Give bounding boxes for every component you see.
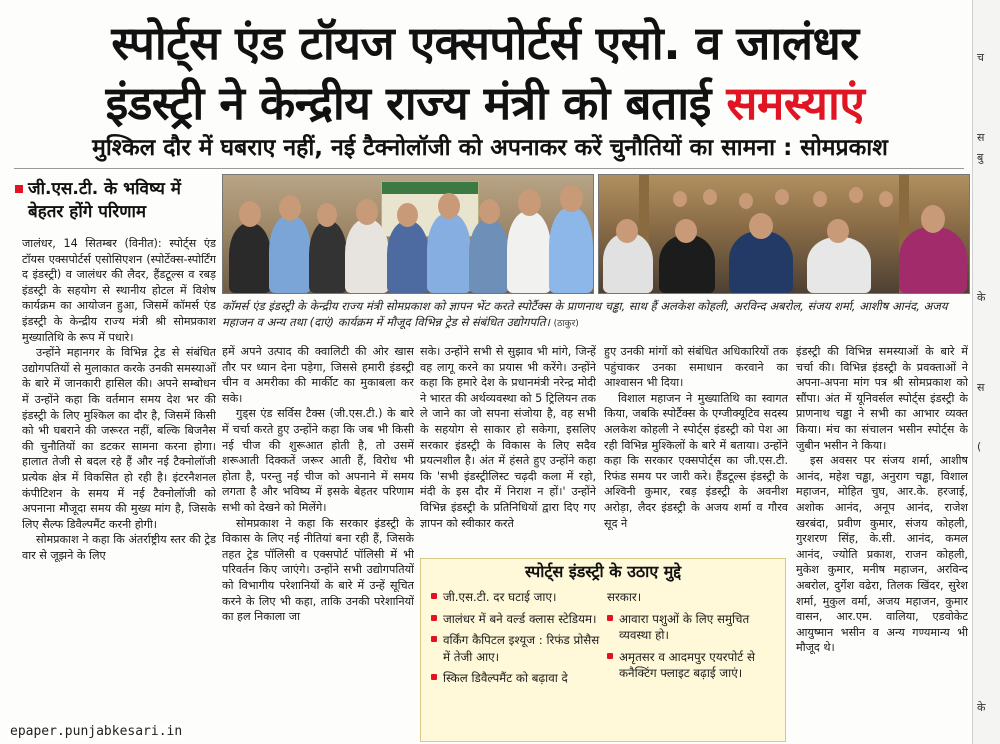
issue-item [431, 670, 603, 687]
issue-item [431, 589, 603, 606]
issues-box-column-1 [431, 589, 603, 692]
issue-item-text: अमृतसर व आदमपुर एयरपोर्ट से कनैक्टिंग फ्लाइट बढ़ाई जाएं। [619, 649, 755, 680]
issue-item [431, 632, 603, 665]
paragraph: हुए उनकी मांगों को संबंधित अधिकारियों तक पहुंचाकर उनका समाधान करवाने का आश्वासन भी दिया। [604, 345, 788, 390]
epaper-url: epaper.punjabkesari.in [10, 724, 183, 739]
paragraph: जालंधर, 14 सितम्बर (विनीत): स्पोर्ट्स एंड टॉयस एक्सपोर्टर्स एसोसिएशन (स्पोर्टेक्स-स्पोर्टिंग द इंडस्ट्री) व जालंधर की लैदर, हैंडटूल्स व रबड़ इंडस्ट्री के सहयोग से स्थानीय होटल में विशेष कार्यक्रम का आयोजन हुआ, जिसमें कॉमर्स एंड इंडस्ट्री के केन्द्रीय राज्य मंत्री श्री सोमप्रकाश मुख्यातिथि के रूप में पधारे। [22, 237, 216, 344]
photo-caption-text: कॉमर्स एंड इंडस्ट्री के केन्द्रीय राज्य मंत्री सोमप्रकाश को ज्ञापन भेंट करते स्पोर्टैक्स के प्राणनाथ चड्ढा, साथ हैं अलकेश कोहली, अरविन्द अबरोल, संजय शर्मा, आशीष आनंद, अजय महाजन व अन्य तथा (दाएं) कार्यक्रम में मौजूद विभिन्न ट्रेड से संबंधित उद्योगपति। [222, 299, 948, 329]
article-column-5 [796, 344, 968, 724]
article-column-1 [22, 236, 216, 722]
paragraph: उन्होंने महानगर के विभिन्न ट्रेड से संबंधित उद्योगपतियों से मुलाकात करके उनकी समस्याओं के बारे में जानकारी हासिल की। अपने सम्बोधन में उन्होंने कहा कि वर्तमान समय देश भर की इंडस्ट्री के लिए मुश्किल का दौर है, जिसमें किसी को भी घबराने की जरूरत नहीं, बल्कि बिजनैस की चुनौतियों का डटकर सामना करना होगा। हालात तेजी से बदल रहे हैं और नई टैक्नोलॉजी प्रत्येक क्षेत्र में विकसित हो रही है। इंटरनैशनल कंपीटिशन के समय में नई टैक्नोलॉजी को अपनाना मौजूदा समय की मुख्य मांग है, जिसके लिए सैल्फ डिवैल्पमैंट करनी होगी। [22, 346, 216, 531]
subheadline: मुश्किल दौर में घबराए नहीं, नई टैक्नोलॉजी को अपनाकर करें चुनौतियों का सामना : सोमप्रकाश [92, 135, 888, 161]
issue-item-continuation [607, 589, 779, 606]
paragraph: विशाल महाजन ने मुख्यातिथि का स्वागत किया, जबकि स्पोर्टैक्स के एग्जीक्यूटिव सदस्य अलकेश कोहली ने स्पोर्ट्स इंडस्ट्री को पेश आ रही विभिन्न मुश्किलों के बारे में बताया। उन्होंने कहा कि सरकार एक्सपोर्ट्स का जी.एस.टी. रिफंड समय पर जारी करे। हैंडटूल्स इंडस्ट्री के अश्विनी कुमार, रबड़ इंडस्ट्री के अवनीश अरोड़ा, लैदर इंडस्ट्री के अजय शर्मा व गौरव सूद ने [604, 391, 788, 530]
issues-box [420, 558, 786, 742]
sidebar-heading [28, 178, 213, 224]
photo-industrialists-audience [598, 174, 970, 294]
photo-credit: (ठाकुर) [553, 319, 579, 329]
issue-item-text: वर्किंग कैपिटल इश्यूज : रिफंड प्रोसैस में तेजी आए। [443, 633, 600, 664]
headline-line-1: स्पोर्ट्स एंड टॉयज एक्सपोर्टर्स एसो. व जालंधर [111, 16, 859, 70]
headline-line-2 [10, 74, 960, 132]
paragraph: इस अवसर पर संजय शर्मा, आशीष आनंद, महेश चड्ढा, अनुराग चड्ढा, विशाल महाजन, मोहित चुघ, आर.के. हरजाई, अशोक आनंद, अनूप आनंद, राजेश खरबंदा, प्रवीण कुमार, संजय कोहली, गुरशरण सिंह, के.सी. आनंद, कमल आनंद, ज्योति प्रकाश, राजन कोहली, मुकेश कुमार, मनीष महाजन, अरविन्द अबरोल, दुर्गेश वढेरा, तिलक खिंदर, सुरेश शर्मा, मुकुल वर्मा, अजय महाजन, कुमार वासन, आर.एम. वालिया, एडवोकेट आयुष्मान भसीन व अन्य गण्यमान्य भी मौजूद थे। [796, 454, 968, 655]
issue-item [431, 611, 603, 628]
square-bullet-icon [15, 185, 23, 193]
headline-line-2-main: इंडस्ट्री ने केन्द्रीय राज्य मंत्री को बताई [105, 76, 727, 130]
issue-item-text: जी.एस.टी. दर घटाई जाए। [443, 590, 557, 604]
issue-item-text: जालंधर में बने वर्ल्ड क्लास स्टेडियम। [443, 611, 597, 626]
red-bullet-icon [431, 593, 437, 599]
paragraph: हमें अपने उत्पाद की क्वालिटी की ओर खास तौर पर ध्यान देना पड़ेगा, जिससे हमारी इंडस्ट्री चीन व अमरीका की मार्कीट का मुकाबला कर सके। [222, 345, 414, 405]
sidebar-heading-text: जी.एस.टी. के भविष्य में बेहतर होंगे परिणाम [28, 179, 181, 222]
article-column-4 [604, 344, 788, 554]
red-bullet-icon [431, 674, 437, 680]
paragraph: सके। उन्होंने सभी से सुझाव भी मांगे, जिन्हें वह लागू करने का प्रयास भी करेंगे। उन्होंने कहा कि हमारे देश के प्रधानमंत्री नरेन्द्र मोदी ने भारत की अर्थव्यवस्था को 5 ट्रिलियन तक ले जाने का जो सपना संजोया है, वह सभी के सहयोग से साकार हो सकेगा, इसलिए सरकार इंडस्ट्री के विकास के लिए सदैव प्रयत्नशील है। अंत में हंसते हुए उन्होंने कहा कि 'सभी इंडस्ट्रीलिस्ट चढ़दी कला में रहो, मंदी के इस दौर में निराश न हों।' उन्होंने विभिन्न इंडस्ट्री के प्रतिनिधियों द्वारा दिए गए ज्ञापन को स्वीकार करते [420, 345, 596, 530]
issue-item [607, 649, 779, 682]
paragraph: सोमप्रकाश ने कहा कि सरकार इंडस्ट्री के विकास के लिए नई नीतियां बना रही हैं, जिसके तहत ट्रेड पॉलिसी व एक्सपोर्ट पॉलिसी में भी परिवर्तन किए जाएंगे। उन्होंने सभी उद्योगपतियों को विभागीय परेशानियों के बारे में उन्हें सूचित करने के लिए भी कहा, ताकि उनकी परेशानियों का हल निकाला जा [222, 516, 414, 624]
photo-caption [222, 298, 970, 332]
article-column-3 [420, 344, 596, 554]
paragraph: गुड्स एंड सर्विस टैक्स (जी.एस.टी.) के बारे में चर्चा करते हुए उन्होंने कहा कि जब भी किसी नई चीज की शुरूआत होती है, तो उसमें शरूआती दिक्कतें जरूर आती हैं, विरोध भी होता है, परन्तु नई चीज को अपनाने में समय लगता है और भविष्य में इसके बेहतर परिणाम सभी को देखने को मिलेंगे। [222, 407, 414, 514]
red-bullet-icon [607, 653, 613, 659]
issues-box-title: स्पोर्ट्स इंडस्ट्री के उठाए मुद्दे [524, 562, 682, 581]
adjacent-page-edge: च स बु के स ( के [972, 0, 1000, 744]
issue-item-text: आवारा पशुओं के लिए समुचित व्यवस्था हो। [619, 611, 750, 642]
paragraph: इंडस्ट्री की विभिन्न समस्याओं के बारे में चर्चा की। विभिन्न इंडस्ट्री के प्रवक्ताओं ने अपना-अपना मांग पत्र श्री सोमप्रकाश को सौंपा। अंत में यूनिवर्सल स्पोर्ट्स इंडस्ट्री के प्राणनाथ चड्ढा ने सभी का आभार व्यक्त किया। मंच का संचालन भसीन स्पोर्ट्स के जुबीन भसीन ने किया। [796, 345, 968, 452]
photo-memorandum-presentation [222, 174, 594, 294]
issue-item-text: स्किल डिवैल्पमैंट को बढ़ावा दे [443, 671, 568, 685]
headline-accent-word: समस्याएं [726, 76, 865, 130]
paragraph: सोमप्रकाश ने कहा कि अंतर्राष्ट्रीय स्तर की ट्रेड वार से जूझने के लिए [22, 533, 216, 562]
divider-rule [14, 168, 964, 169]
red-bullet-icon [607, 615, 613, 621]
red-bullet-icon [431, 636, 437, 642]
red-bullet-icon [431, 615, 437, 621]
issues-box-column-2 [607, 589, 779, 687]
issue-item-text: सरकार। [607, 590, 642, 604]
issue-item [607, 611, 779, 644]
article-column-2 [222, 344, 414, 724]
